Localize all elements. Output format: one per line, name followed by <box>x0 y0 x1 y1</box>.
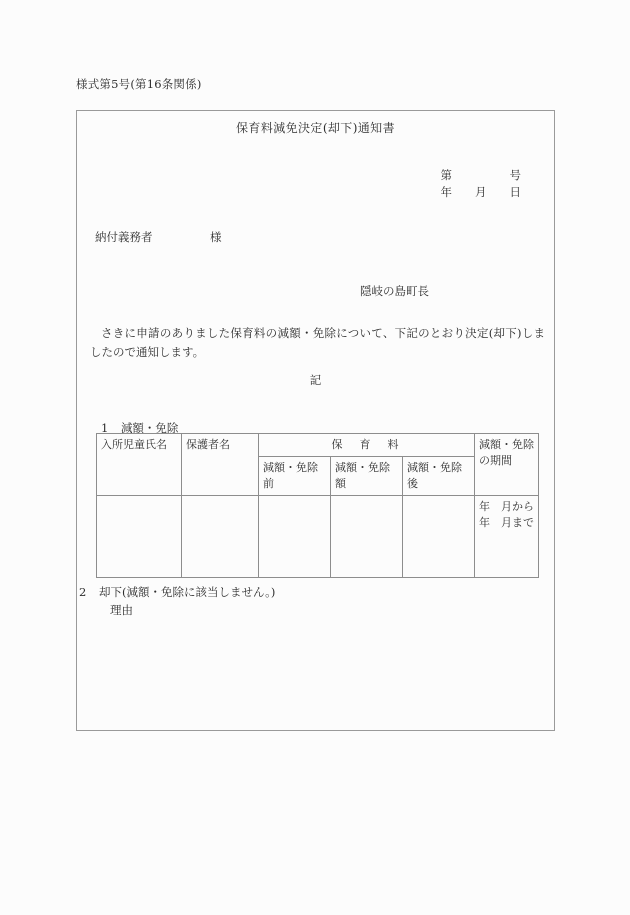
document-date-line: 年 月 日 <box>440 185 521 199</box>
cell-guardian-name[interactable] <box>182 496 259 578</box>
header-fee-after: 減額・免除後 <box>403 457 475 496</box>
cell-period[interactable] <box>475 496 546 578</box>
document-number-line: 第 号 <box>440 168 521 182</box>
table-head <box>97 434 539 496</box>
reduction-table <box>96 433 546 578</box>
cell-period-text: 年 月から 年 月まで <box>479 500 546 529</box>
header-guardian-name: 保護者名 <box>182 434 259 496</box>
body-paragraph: さきに申請のありました保育料の減額・免除について、下記のとおり決定(却下)しましたので通知します。 <box>90 326 545 359</box>
form-number-label: 様式第5号(第16条関係) <box>76 77 202 91</box>
form-sheet <box>76 110 555 731</box>
section-2-label: 却下(減額・免除に該当しません。) <box>99 585 276 599</box>
table-body <box>97 496 546 578</box>
table-row <box>97 496 539 578</box>
addressee-line: 納付義務者 様 <box>95 230 222 244</box>
cell-child-name[interactable] <box>97 496 182 578</box>
reduction-table-wrapper <box>96 433 546 578</box>
cell-fee-amount[interactable] <box>331 496 403 578</box>
issuer-name: 隠岐の島町長 <box>360 284 429 298</box>
table-header-row-1 <box>97 434 539 457</box>
cell-fee-before[interactable] <box>259 496 331 578</box>
header-fee-group: 保 育 料 <box>259 434 475 457</box>
section-2-reason-label: 理由 <box>110 603 133 617</box>
section-2 <box>77 583 275 619</box>
page-title: 保育料減免決定(却下)通知書 <box>236 121 395 135</box>
section-2-title-line <box>77 583 275 601</box>
header-fee-before: 減額・免除前 <box>259 457 331 496</box>
section-2-number: 2 <box>79 585 87 599</box>
form-sheet-inner <box>77 111 554 730</box>
cell-fee-after[interactable] <box>403 496 475 578</box>
header-child-name: 入所児童氏名 <box>97 434 182 496</box>
header-period: 減額・免除の期間 <box>475 434 539 496</box>
section-1-label: 減額・免除 <box>120 421 179 435</box>
header-fee-amount: 減額・免除額 <box>331 457 403 496</box>
document-meta-block <box>441 167 522 201</box>
section-1-number: 1 <box>100 421 109 435</box>
ki-marker: 記 <box>309 373 322 387</box>
